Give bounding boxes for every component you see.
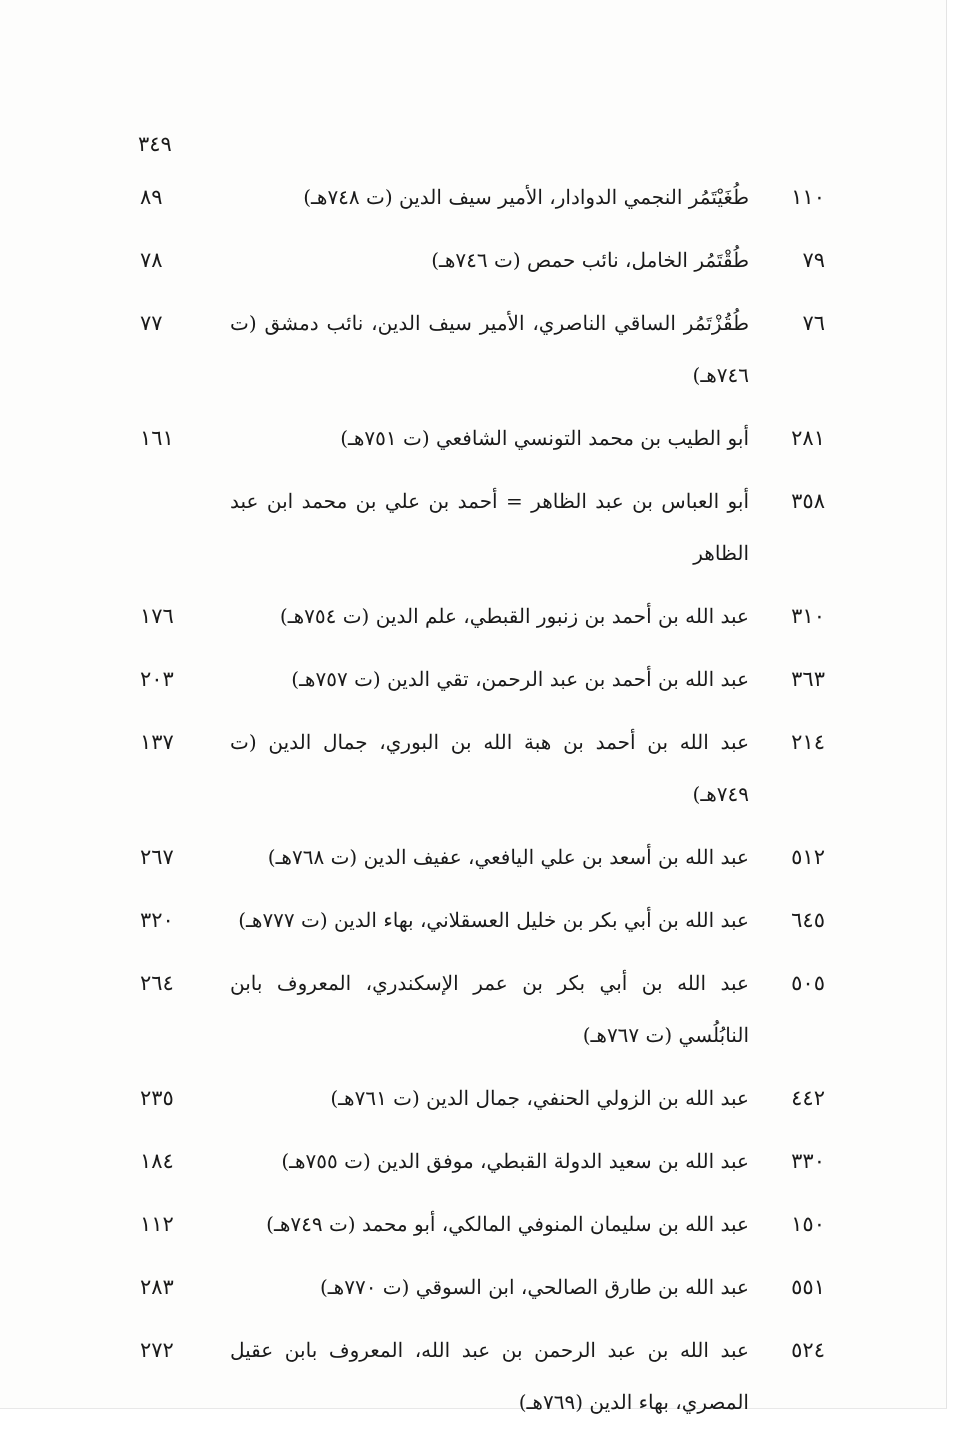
entry-name: عبد الله بن أحمد بن زنبور القبطي، علم الدين (ت ٧٥٤هـ)	[279, 604, 749, 628]
entry-name: عبد الله بن سعيد الدولة القبطي، موفق الدين (ت ٧٥٥هـ)	[281, 1149, 749, 1173]
entry-number: ٧٩	[802, 248, 825, 272]
entry-page-ref: ١٨٤	[140, 1149, 174, 1173]
entry-page-ref: ٢٦٤	[140, 971, 174, 995]
index-entry	[140, 423, 825, 464]
index-entry	[140, 182, 825, 223]
entry-name: عبد الله بن أسعد بن علي اليافعي، عفيف الدين (ت ٧٦٨هـ)	[267, 845, 749, 869]
index-entry	[140, 308, 825, 401]
index-entry	[140, 727, 825, 820]
index-entry	[140, 245, 825, 286]
index-entry	[140, 1146, 825, 1187]
entry-page-ref: ٢٣٥	[140, 1086, 174, 1110]
entry-page-ref: ٨٩	[140, 185, 163, 209]
entry-page-ref: ٧٧	[140, 311, 163, 335]
index-entries	[140, 182, 825, 1450]
entry-name: عبد الله بن سليمان المنوفي المالكي، أبو محمد (ت ٧٤٩هـ)	[266, 1212, 749, 1236]
entry-number: ٤٤٢	[791, 1086, 825, 1110]
index-entry	[140, 486, 825, 579]
entry-number: ٣٥٨	[791, 489, 825, 513]
entry-number: ٥٢٤	[791, 1338, 825, 1362]
entry-page-ref: ١٧٦	[140, 604, 174, 628]
entry-number: ٧٦	[802, 311, 825, 335]
entry-page-ref: ١٣٧	[140, 730, 174, 754]
index-entry	[140, 842, 825, 883]
entry-page-ref: ٣٢٠	[140, 908, 174, 932]
entry-number: ٢١٤	[791, 730, 825, 754]
entry-page-ref: ٢٠٣	[140, 667, 174, 691]
entry-number: ٣١٠	[791, 604, 825, 628]
entry-number: ٥٥١	[791, 1275, 825, 1299]
entry-name: عبد الله بن أبي بكر بن عمر الإسكندري، المعروف بابن النابُلُسي (ت ٧٦٧هـ)	[230, 971, 749, 1047]
entry-page-ref: ٢٧٢	[140, 1338, 174, 1362]
entry-page-ref: ١١٢	[140, 1212, 174, 1236]
entry-number: ١١٠	[791, 185, 825, 209]
entry-name: عبد الله بن الزولي الحنفي، جمال الدين (ت ٧٦١هـ)	[330, 1086, 749, 1110]
entry-name: طُغَيْتَمُر النجمي الدوادار، الأمير سيف الدين (ت ٧٤٨هـ)	[303, 185, 749, 209]
entry-number: ٣٣٠	[791, 1149, 825, 1173]
entry-name: عبد الله بن عبد الرحمن بن عبد الله، المعروف بابن عقيل المصري، بهاء الدين (٧٦٩هـ)	[230, 1338, 749, 1414]
entry-number: ٢٨١	[791, 426, 825, 450]
entry-page-ref: ٢٦٧	[140, 845, 174, 869]
index-entry	[140, 1083, 825, 1124]
index-entry	[140, 1209, 825, 1250]
entry-number: ٥٠٥	[791, 971, 825, 995]
index-entry	[140, 905, 825, 946]
index-entry	[140, 664, 825, 705]
page-number: ٣٤٩	[138, 132, 172, 156]
entry-page-ref: ١٦١	[140, 426, 174, 450]
index-entry	[140, 968, 825, 1061]
entry-name: عبد الله بن أبي بكر بن خليل العسقلاني، بهاء الدين (ت ٧٧٧هـ)	[238, 908, 749, 932]
entry-name: عبد الله بن طارق الصالحي، ابن السوقي (ت ٧٧٠هـ)	[319, 1275, 749, 1299]
entry-page-ref: ٧٨	[140, 248, 163, 272]
entry-name: طُقْتَمُر الخامل، نائب حمص (ت ٧٤٦هـ)	[431, 248, 749, 272]
entry-name: أبو العباس بن عبد الظاهر = أحمد بن علي بن محمد ابن عبد الظاهر	[230, 489, 749, 565]
entry-page-ref: ٢٨٣	[140, 1275, 174, 1299]
index-entry	[140, 601, 825, 642]
entry-name: عبد الله بن أحمد بن عبد الرحمن، تقي الدين (ت ٧٥٧هـ)	[291, 667, 749, 691]
entry-number: ٣٦٣	[791, 667, 825, 691]
entry-name: عبد الله بن أحمد بن هبة الله بن البوري، جمال الدين (ت ٧٤٩هـ)	[230, 730, 749, 806]
index-entry	[140, 1272, 825, 1313]
entry-number: ١٥٠	[791, 1212, 825, 1236]
index-entry	[140, 1335, 825, 1428]
entry-number: ٦٤٥	[791, 908, 825, 932]
entry-number: ٥١٢	[791, 845, 825, 869]
entry-name: أبو الطيب بن محمد التونسي الشافعي (ت ٧٥١هـ)	[340, 426, 749, 450]
entry-name: طُقُزْتَمُر الساقي الناصري، الأمير سيف الدين، نائب دمشق (ت ٧٤٦هـ)	[230, 311, 749, 387]
